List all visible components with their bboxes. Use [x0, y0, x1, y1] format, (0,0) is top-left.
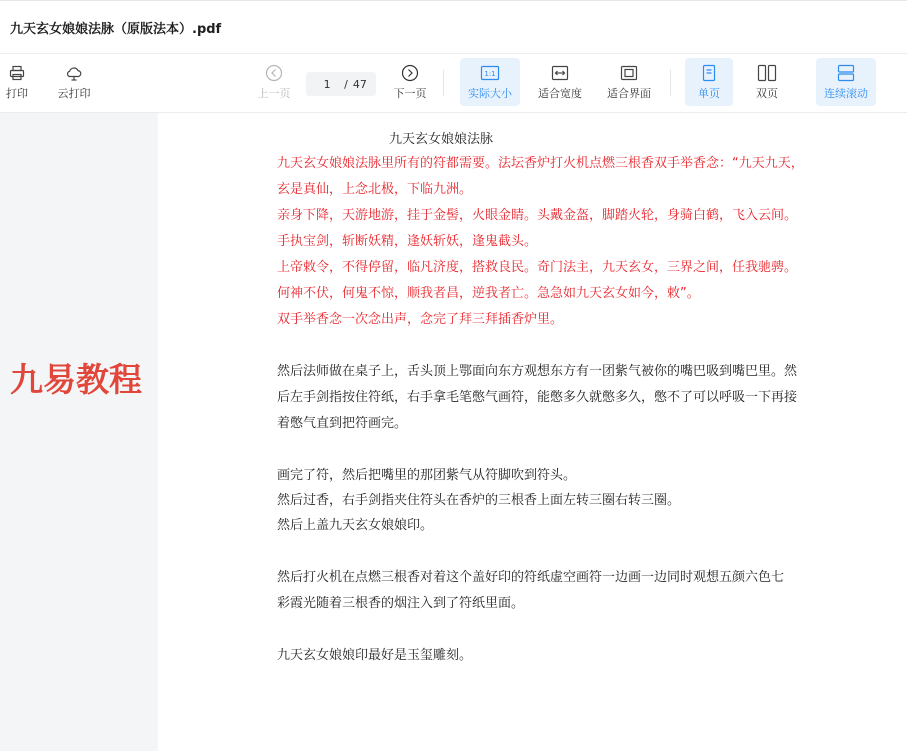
text-line: 彩霞光随着三根香的烟注入到了符纸里面。: [277, 596, 525, 611]
text-line: 亲身下降，天游地游，挂于金髻，火眼金睛。头戴金盔，脚踏火轮，身骑白鹤，飞入云间。: [277, 208, 798, 223]
fit-page-icon: [620, 63, 638, 83]
text-line: 手执宝剑，斩断妖精，逢妖斩妖，逢鬼截头。: [277, 234, 538, 249]
text-line: 上帝敕令，不得停留，临凡济度，搭救良民。奇门法主，九天玄女，三界之间，任我驰骋。: [277, 260, 798, 275]
double-page-icon: [757, 63, 777, 83]
next-page-button[interactable]: [390, 58, 430, 106]
double-page-button[interactable]: [745, 58, 789, 106]
toolbar: [0, 54, 907, 113]
text-line: 然后打火机在点燃三根香对着这个盖好印的符纸虚空画符一边画一边同时观想五颜六色七: [277, 570, 785, 585]
text-line: 画完了符，然后把嘴里的那团紫气从符脚吹到符头。: [277, 468, 577, 483]
prev-page-label: 上一页: [257, 87, 291, 100]
next-page-label: 下一页: [393, 87, 427, 100]
text-line: 九天玄女娘娘法脉里所有的符都需要。法坛香炉打火机点燃三根香双手举香念：“九天九天，: [277, 156, 804, 171]
svg-text:1:1: 1:1: [484, 70, 496, 78]
text-line: 九天玄女娘娘印最好是玉玺雕刻。: [277, 648, 473, 663]
prev-circle-icon: [265, 63, 283, 83]
single-page-icon: [702, 63, 716, 83]
page-indicator: [306, 72, 376, 96]
single-page-label: 单页: [698, 87, 720, 100]
watermark-text: 九易教程: [10, 360, 142, 399]
text-line: 然后过香，右手剑指夹住符头在香炉的三根香上面左转三圈右转三圈。: [277, 493, 681, 508]
printer-icon: [9, 63, 25, 83]
actual-size-button[interactable]: [460, 58, 520, 106]
continuous-scroll-icon: [837, 63, 855, 83]
page-heading: 九天玄女娘娘法脉: [389, 132, 494, 147]
fit-width-button[interactable]: [532, 58, 588, 106]
title-bar: [0, 0, 907, 54]
text-line: 后左手剑指按住符纸，右手拿毛笔憋气画符，能憋多久就憋多久，憋不了可以呼吸一下再接: [277, 390, 798, 405]
continuous-scroll-label: 连续滚动: [824, 87, 868, 100]
double-page-label: 双页: [756, 87, 778, 100]
fit-width-label: 适合宽度: [538, 87, 582, 100]
text-line: 双手举香念一次念出声，念完了拜三拜插香炉里。: [277, 312, 564, 327]
left-panel: [0, 113, 158, 751]
prev-page-button[interactable]: [254, 58, 294, 106]
print-button[interactable]: [2, 58, 32, 106]
text-line: 然后法师做在桌子上，舌头顶上鄂面向东方观想东方有一团紫气被你的嘴巴吸到嘴巴里。然: [277, 364, 798, 379]
fit-page-label: 适合界面: [607, 87, 651, 100]
cloud-print-button[interactable]: [54, 58, 94, 106]
fit-width-icon: [551, 63, 569, 83]
text-line: 然后上盖九天玄女娘娘印。: [277, 518, 434, 533]
next-circle-icon: [401, 63, 419, 83]
total-pages: 47: [352, 77, 367, 91]
cloud-print-label: 云打印: [57, 87, 91, 100]
actual-size-label: 实际大小: [468, 87, 512, 100]
text-line: 何神不伏，何鬼不惊，顺我者昌，逆我者亡。急急如九天玄女如今，敕”。: [277, 286, 700, 301]
actual-size-icon: [480, 63, 500, 83]
continuous-scroll-button[interactable]: [816, 58, 876, 106]
single-page-button[interactable]: [685, 58, 733, 106]
cloud-icon: [65, 63, 83, 83]
text-line: 玄是真仙，上念北极，下临九洲。: [277, 182, 473, 197]
text-line: 着憋气直到把符画完。: [277, 416, 408, 431]
toolbar-divider: [443, 70, 444, 96]
toolbar-divider: [670, 70, 671, 96]
document-title: 九天玄女娘娘法脉（原版法本）.pdf: [10, 21, 222, 37]
fit-page-button[interactable]: [601, 58, 657, 106]
print-label: 打印: [6, 87, 28, 100]
current-page-input[interactable]: [315, 78, 339, 91]
page-separator: /: [344, 77, 348, 91]
